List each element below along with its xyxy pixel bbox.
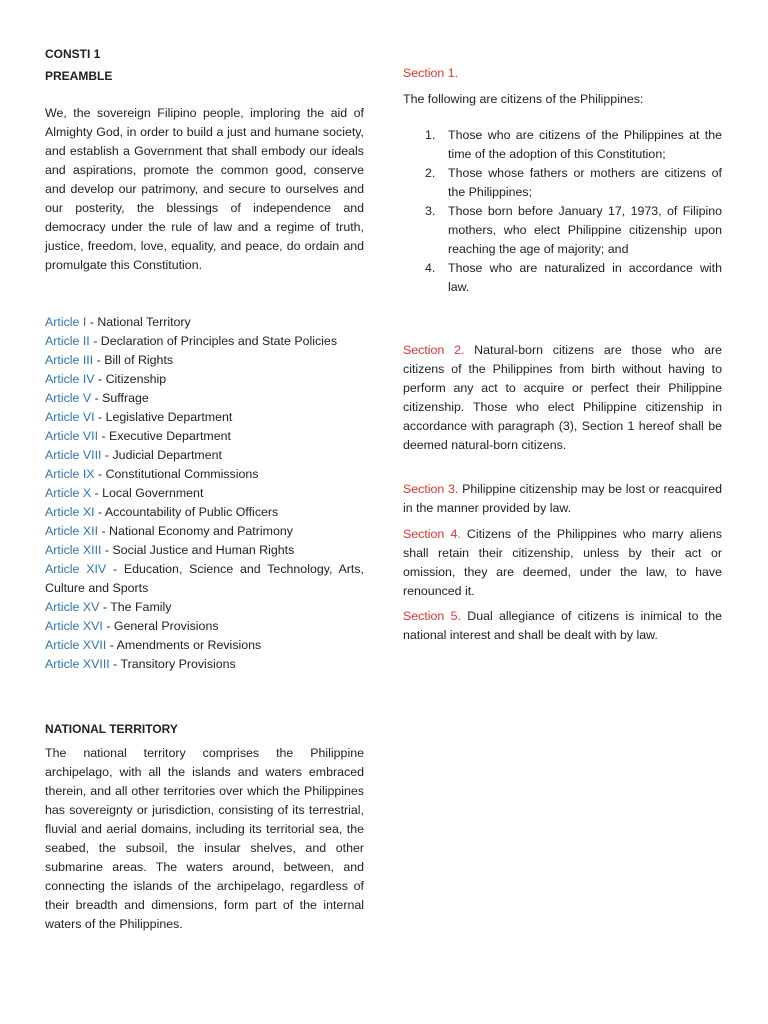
article-link[interactable]: Article IV xyxy=(45,372,95,386)
section-3 xyxy=(403,480,722,518)
article-title: - Local Government xyxy=(91,486,204,500)
right-column xyxy=(403,0,722,1024)
article-link[interactable]: Article II xyxy=(45,334,90,348)
article-item xyxy=(45,617,364,636)
article-item xyxy=(45,503,364,522)
article-title: - Accountability of Public Officers xyxy=(94,505,279,519)
article-link[interactable]: Article I xyxy=(45,315,87,329)
list-number: 1. xyxy=(425,128,436,142)
article-title: - Legislative Department xyxy=(94,410,233,424)
article-link[interactable]: Article XVIII xyxy=(45,657,110,671)
article-link[interactable]: Article XIV xyxy=(45,562,107,576)
article-link[interactable]: Article V xyxy=(45,391,92,405)
article-item xyxy=(45,351,364,370)
national-territory-text: The national territory comprises the Philippine archipelago, with all the islands and waters embraced therein, and all other territories over which the Philippines has sovereignty or jurisdiction, consisting of its terrestrial, fluvial and aerial domains, including its territorial sea, the seabed, the subsoil, the insular shelves, and other submarine areas. The waters around, between, and connecting the islands of the archipelago, regardless of their breadth and dimensions, form part of the internal waters of the Philippines. xyxy=(45,746,364,931)
preamble-text: We, the sovereign Filipino people, imploring the aid of Almighty God, in order to build a just and humane society, and establish a Government that shall embody our ideals and aspirations, promote the common good, conserve and develop our patrimony, and secure to ourselves and our posterity, the blessings of independence and democracy under the rule of law and a regime of truth, justice, freedom, love, equality, and peace, do ordain and promulgate this Constitution. xyxy=(45,106,364,272)
article-item xyxy=(45,446,364,465)
article-link[interactable]: Article XI xyxy=(45,505,95,519)
article-title: - Suffrage xyxy=(91,391,149,405)
article-link[interactable]: Article XV xyxy=(45,600,100,614)
section-5-text: Dual allegiance of citizens is inimical to the national interest and shall be dealt with by law. xyxy=(403,609,722,642)
section-2 xyxy=(403,341,722,455)
section-4 xyxy=(403,525,722,601)
section-5-label: Section 5. xyxy=(403,609,461,623)
article-item xyxy=(45,598,364,617)
article-item xyxy=(45,370,364,389)
section-2-label: Section 2. xyxy=(403,343,465,357)
article-link[interactable]: Article XVII xyxy=(45,638,107,652)
list-text: Those whose fathers or mothers are citizens of the Philippines; xyxy=(448,166,722,199)
section-5 xyxy=(403,607,722,645)
article-item xyxy=(45,465,364,484)
list-item xyxy=(403,202,722,259)
section-4-label: Section 4. xyxy=(403,527,461,541)
article-title: - Bill of Rights xyxy=(93,353,174,367)
list-item xyxy=(403,126,722,164)
citizen-list xyxy=(403,126,722,297)
list-number: 4. xyxy=(425,261,436,275)
article-item xyxy=(45,408,364,427)
article-item xyxy=(45,655,364,674)
section-3-text: Philippine citizenship may be lost or reacquired in the manner provided by law. xyxy=(403,482,723,515)
article-link[interactable]: Article XVI xyxy=(45,619,103,633)
article-link[interactable]: Article VI xyxy=(45,410,95,424)
preamble-heading: PREAMBLE xyxy=(45,69,113,83)
article-item xyxy=(45,560,364,598)
article-link[interactable]: Article X xyxy=(45,486,92,500)
section-3-label: Section 3. xyxy=(403,482,459,496)
article-item xyxy=(45,389,364,408)
article-title: - Transitory Provisions xyxy=(109,657,236,671)
list-text: Those born before January 17, 1973, of Filipino mothers, who elect Philippine citizenship upon reaching the age of majority; and xyxy=(448,204,722,256)
citizens-intro: The following are citizens of the Philippines: xyxy=(403,92,644,106)
article-title: - Education, Science and Technology, Arts, Culture and Sports xyxy=(45,562,364,595)
article-title: - Executive Department xyxy=(98,429,231,443)
article-item xyxy=(45,484,364,503)
article-title: - General Provisions xyxy=(102,619,219,633)
list-text: Those who are citizens of the Philippines at the time of the adoption of this Constitution; xyxy=(448,128,722,161)
article-item xyxy=(45,636,364,655)
list-item xyxy=(403,259,722,297)
article-title: - Citizenship xyxy=(94,372,167,386)
article-title: - Judicial Department xyxy=(101,448,222,462)
article-link[interactable]: Article VII xyxy=(45,429,99,443)
article-link[interactable]: Article III xyxy=(45,353,94,367)
list-number: 3. xyxy=(425,204,436,218)
section-2-text: Natural-born citizens are those who are citizens of the Philippines from birth without having to perform any act to acquire or perfect their Philippine citizenship. Those who elect Philippine citizenship in accordance with paragraph (3), Section 1 hereof shall be deemed natural-born citizens. xyxy=(403,343,722,452)
article-item xyxy=(45,522,364,541)
article-link[interactable]: Article XII xyxy=(45,524,99,538)
article-title: - The Family xyxy=(99,600,172,614)
article-link[interactable]: Article IX xyxy=(45,467,95,481)
list-item xyxy=(403,164,722,202)
article-title: - National Economy and Patrimony xyxy=(98,524,293,538)
left-column xyxy=(45,0,364,1024)
article-title: - Social Justice and Human Rights xyxy=(101,543,295,557)
article-item xyxy=(45,541,364,560)
section-4-text: Citizens of the Philippines who marry aliens shall retain their citizenship, unless by their act or omission, they are deemed, under the law, to have renounced it. xyxy=(403,527,722,598)
article-link[interactable]: Article VIII xyxy=(45,448,102,462)
article-list xyxy=(45,313,364,674)
article-item xyxy=(45,332,364,351)
article-title: - Constitutional Commissions xyxy=(94,467,259,481)
article-link[interactable]: Article XIII xyxy=(45,543,102,557)
section-1-label: Section 1. xyxy=(403,66,459,80)
document-label: CONSTI 1 xyxy=(45,47,101,61)
article-item xyxy=(45,313,364,332)
article-title: - Declaration of Principles and State Policies xyxy=(89,334,338,348)
national-territory-heading: NATIONAL TERRITORY xyxy=(45,722,178,736)
list-text: Those who are naturalized in accordance with law. xyxy=(448,261,722,294)
article-title: - Amendments or Revisions xyxy=(106,638,262,652)
article-title: - National Territory xyxy=(86,315,191,329)
article-item xyxy=(45,427,364,446)
list-number: 2. xyxy=(425,166,436,180)
